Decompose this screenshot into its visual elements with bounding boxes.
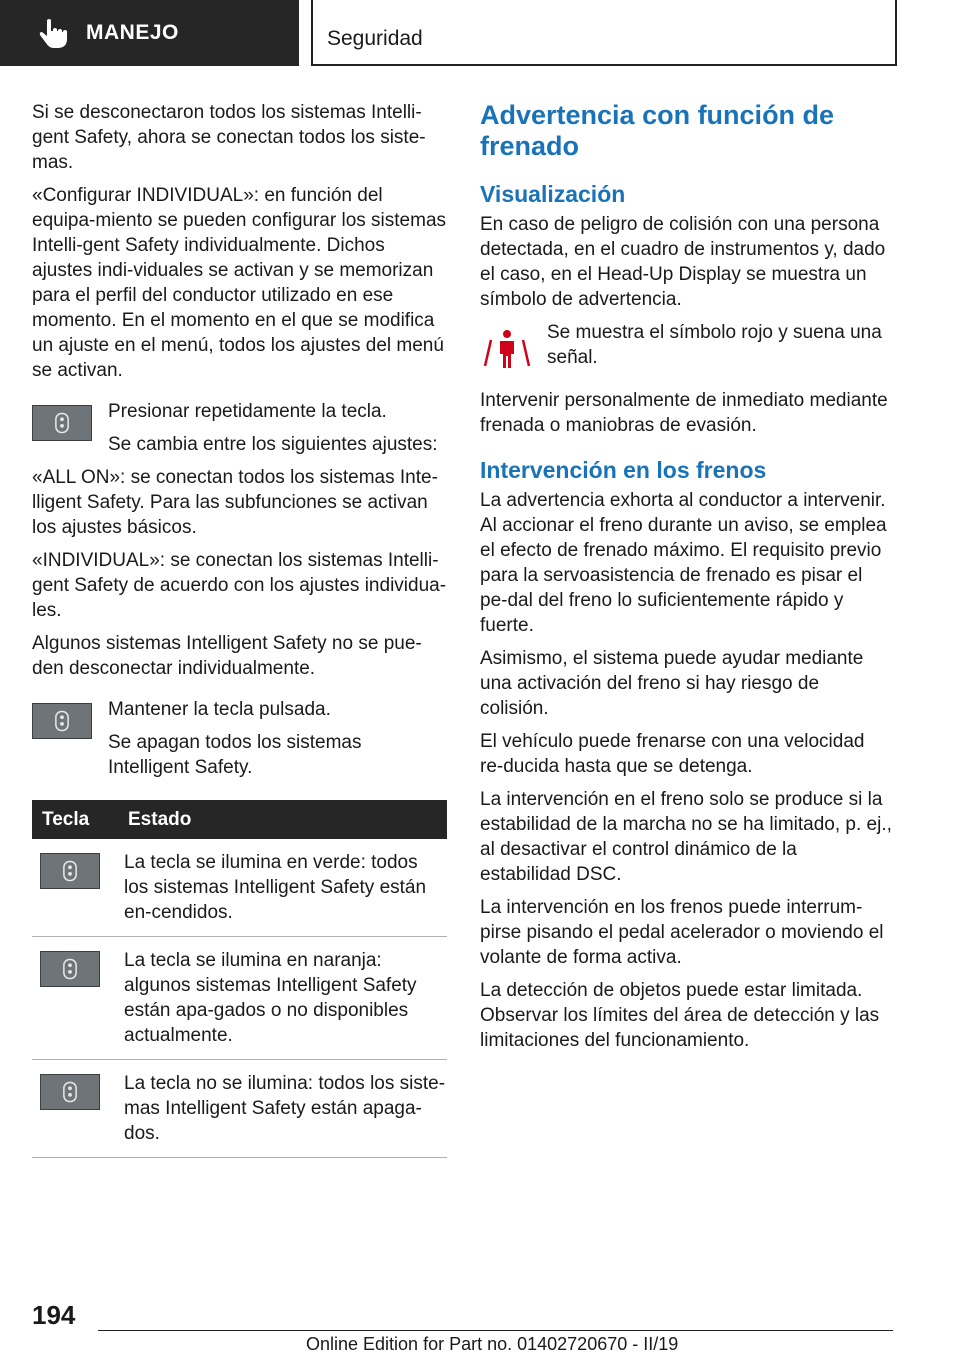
subheading-visualizacion: Visualización: [480, 181, 626, 207]
instruction-text: Mantener la tecla pulsada.: [108, 699, 331, 720]
hand-pointer-icon: [38, 16, 72, 50]
paragraph: En caso de peligro de colisión con una persona detectada, en el cuadro de instrumentos y, dado el caso, en el Head-Up Display se muestra un símbolo de advertencia.: [480, 214, 886, 310]
paragraph: Asimismo, el sistema puede ayudar mediante una activación del freno si hay riesgo de colisión.: [480, 648, 864, 719]
table-cell: La tecla se ilumina en naranja: algunos sistemas Intelligent Safety están apa‐gados o no disponibles actualmente.: [124, 937, 447, 1060]
pedestrian-warning-icon: [481, 326, 533, 372]
paragraph: Si se desconectaron todos los sistemas Intelli‐gent Safety, ahora se conectan todos los siste‐mas.: [32, 102, 426, 173]
chapter-title: MANEJO: [86, 21, 179, 44]
chapter-tab: [0, 0, 299, 66]
footer-edition: Online Edition for Part no. 01402720670 - II/19: [306, 1334, 679, 1354]
paragraph: Intervenir personalmente de inmediato mediante frenada o maniobras de evasión.: [480, 390, 888, 436]
intelligent-safety-button-icon: [40, 1074, 100, 1110]
footer-divider: [98, 1330, 893, 1331]
paragraph: «Configurar INDIVIDUAL»: en función del equipa‐miento se pueden configurar los sistemas Intelli‐gent Safety individualmente. Dichos ajustes indi‐viduales se activan y se memorizan para el perfil del conductor utilizado en ese momento. En el momento en el que se modifica un ajuste en el menú, todos los ajustes del menú se activan.: [32, 185, 447, 381]
key-instruction-hold: [32, 697, 447, 780]
paragraph: La detección de objetos puede estar limitada. Observar los límites del área de detección y las limitaciones del funcionamiento.: [480, 980, 880, 1051]
table-row: [32, 937, 447, 1060]
paragraph: El vehículo puede frenarse con una velocidad re‐ducida hasta que se detenga.: [480, 731, 865, 777]
subheading-intervencion: Intervención en los frenos: [480, 457, 767, 483]
instruction-text: Presionar repetidamente la tecla.: [108, 401, 387, 422]
key-instruction-repeat: [32, 399, 447, 457]
table-header-estado: Estado: [124, 800, 447, 839]
instruction-text-span: Se apagan todos los sistemas Intelligent Safety.: [108, 732, 362, 778]
table-row: [32, 1060, 447, 1158]
table-cell: La tecla se ilumina en verde: todos los sistemas Intelligent Safety están en‐cendidos.: [124, 839, 447, 937]
intelligent-safety-button-icon: [40, 951, 100, 987]
intelligent-safety-button-icon: [32, 405, 92, 441]
intelligent-safety-button-icon: [32, 703, 92, 739]
paragraph: «ALL ON»: se conectan todos los sistemas Inte‐lligent Safety. Para las subfunciones se activan los ajustes básicos.: [32, 467, 438, 538]
left-column: [32, 100, 447, 1158]
warning-symbol-row: [480, 320, 892, 370]
table-cell: La tecla no se ilumina: todos los siste‐mas Intelligent Safety están apaga‐dos.: [124, 1060, 447, 1158]
table-row: [32, 839, 447, 937]
status-table: [32, 800, 447, 1158]
page-number: 194: [32, 1300, 76, 1330]
section-title: Seguridad: [327, 27, 423, 50]
paragraph: La advertencia exhorta al conductor a intervenir. Al accionar el freno durante un aviso, se emplea el efecto de frenado máximo. El requisito previo para la servoasistencia de frenado es pisar el pe‐dal del freno lo suficientemente rápido y fuerte.: [480, 490, 887, 636]
warning-text: Se muestra el símbolo rojo y suena una señal.: [547, 322, 882, 368]
table-header-tecla: Tecla: [32, 800, 124, 839]
paragraph: «INDIVIDUAL»: se conectan los sistemas Intelli‐gent Safety de acuerdo con los ajustes individua‐les.: [32, 550, 447, 621]
paragraph: Algunos sistemas Intelligent Safety no se pue‐den desconectar individualmente.: [32, 633, 422, 679]
intelligent-safety-button-icon: [40, 853, 100, 889]
section-tab: [311, 0, 897, 66]
section-heading: Advertencia con función de frenado: [480, 100, 835, 161]
paragraph: La intervención en el freno solo se produce si la estabilidad de la marcha no se ha limitado, p. ej., al desactivar el control dinámico de la estabilidad DSC.: [480, 789, 892, 885]
instruction-text: Se cambia entre los siguientes ajustes:: [108, 434, 438, 455]
paragraph: La intervención en los frenos puede interrum‐pirse pisando el pedal acelerador o moviendo el volante de forma activa.: [480, 897, 884, 968]
instruction-text: [32, 730, 447, 780]
right-column: [480, 100, 892, 1061]
